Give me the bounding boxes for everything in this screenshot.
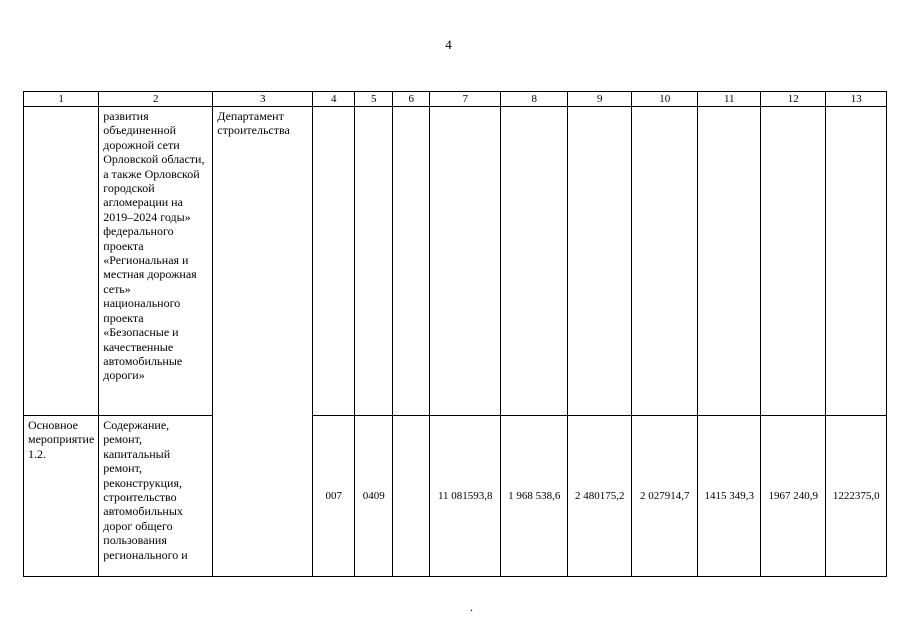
value-cell — [826, 107, 887, 416]
table-row — [24, 107, 887, 416]
amount-year: 1 968 538,6 — [501, 416, 568, 577]
value-cell — [501, 107, 568, 416]
value-cell — [430, 107, 501, 416]
column-number: 12 — [761, 92, 826, 107]
budget-table — [23, 91, 887, 577]
column-number: 9 — [568, 92, 632, 107]
activity-name-text: Содержание, ремонт, капитальный ремонт, реконструкция, строительство автомобильных дорог общего пользования регионального и — [103, 418, 188, 562]
total-amount: 11 081593,8 — [430, 416, 501, 577]
value-cell — [698, 107, 761, 416]
activity-code-text: Основное мероприятие 1.2. — [28, 418, 95, 461]
activity-name-cell — [99, 416, 213, 577]
activity-code-cell — [24, 416, 99, 577]
target-code — [393, 416, 430, 577]
value-cell — [393, 107, 430, 416]
column-number: 10 — [632, 92, 698, 107]
activity-name-cell — [99, 107, 213, 416]
column-number: 4 — [313, 92, 355, 107]
column-number-row — [24, 92, 887, 107]
column-number: 2 — [99, 92, 213, 107]
column-number: 5 — [355, 92, 393, 107]
grbs-code: 007 — [313, 416, 355, 577]
executor-cell — [213, 107, 313, 577]
section-code: 0409 — [355, 416, 393, 577]
column-number: 13 — [826, 92, 887, 107]
executor-text: Департамент строительства — [217, 109, 290, 138]
amount-year: 2 480175,2 — [568, 416, 632, 577]
amount-year: 1967 240,9 — [761, 416, 826, 577]
value-cell — [761, 107, 826, 416]
amount-year: 1222375,0 — [826, 416, 887, 577]
activity-code-cell — [24, 107, 99, 416]
page-number: 4 — [445, 37, 452, 52]
amount-year: 2 027914,7 — [632, 416, 698, 577]
footer-mark: . — [470, 600, 473, 614]
amount-year: 1415 349,3 — [698, 416, 761, 577]
table-row — [24, 416, 887, 577]
value-cell — [568, 107, 632, 416]
activity-name-text: развития объединенной дорожной сети Орловской области, а также Орловской городской агломерации на 2019–2024 годы» федерального проекта «Региональная и местная дорожная сеть» национального проекта «Безопасные и качественные автомобильные дороги» — [103, 109, 205, 383]
column-number: 7 — [430, 92, 501, 107]
column-number: 11 — [698, 92, 761, 107]
value-cell — [313, 107, 355, 416]
column-number: 6 — [393, 92, 430, 107]
value-cell — [355, 107, 393, 416]
value-cell — [632, 107, 698, 416]
column-number: 1 — [24, 92, 99, 107]
column-number: 8 — [501, 92, 568, 107]
column-number: 3 — [213, 92, 313, 107]
